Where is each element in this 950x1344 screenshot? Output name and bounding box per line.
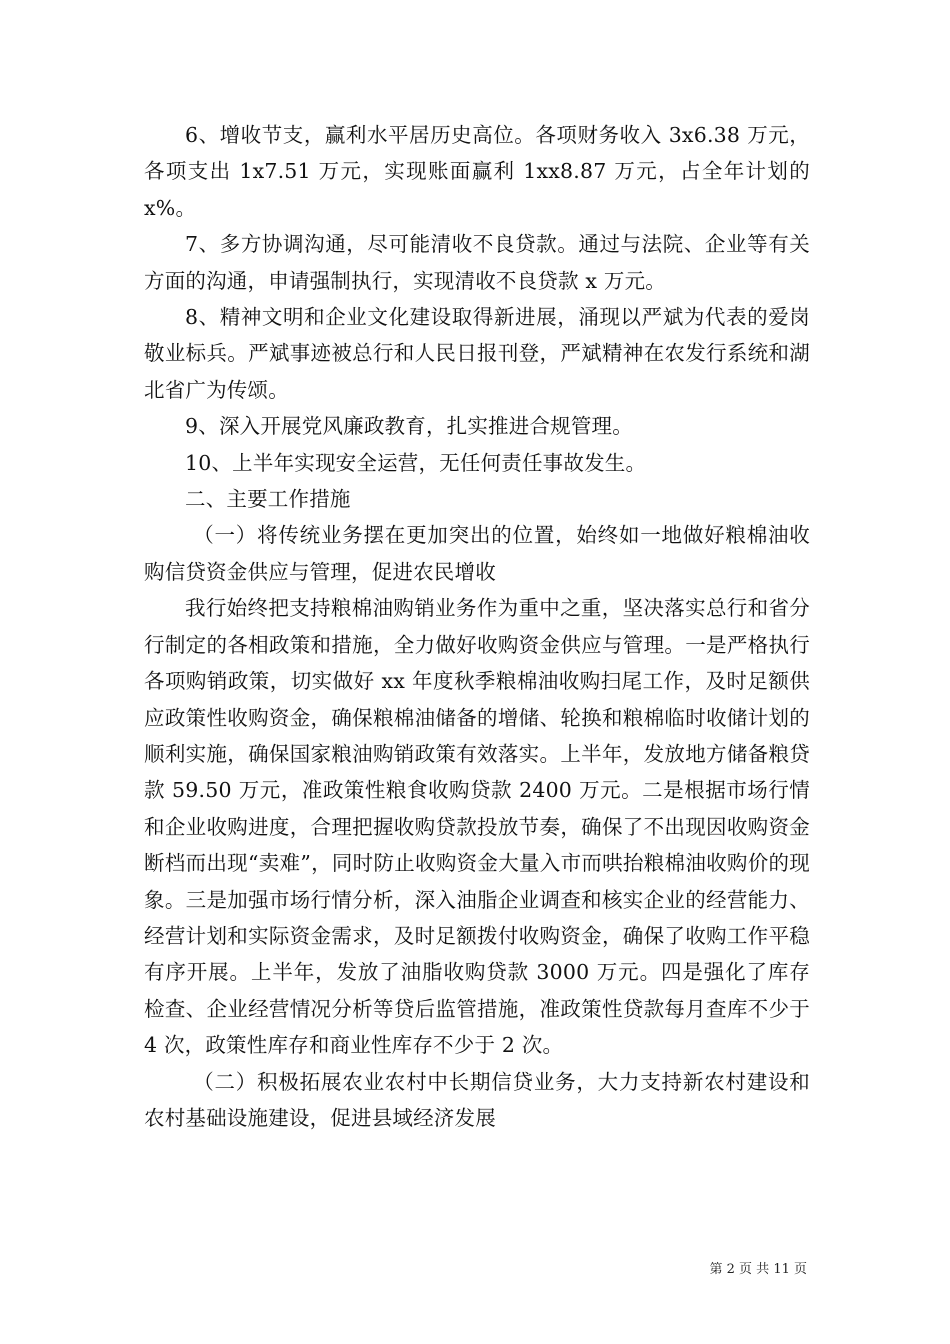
- paragraph-item-8: 8、精神文明和企业文化建设取得新进展，涌现以严斌为代表的爱岗敬业标兵。严斌事迹被总行和人民日报刊登，严斌精神在农发行系统和湖北省广为传颂。: [144, 305, 810, 402]
- body-paragraph-grain-credit: 我行始终把支持粮棉油购销业务作为重中之重，坚决落实总行和省分行制定的各相政策和措施，全力做好收购资金供应与管理。一是严格执行各项购销政策，切实做好 xx 年度秋季粮棉油收购扫尾工作，及时足额供应政策性收购资金，确保粮棉油储备的增储、轮换和粮棉临时收储计划的顺利实施，确保国家粮油购销政策有效落实。上半年，发放地方储备粮贷款 59.50 万元，准政策性粮食收购贷款 2400 万元。二是根据市场行情和企业收购进度，合理把握收购贷款投放节奏，确保了不出现因收购资金断档而出现“卖难”，同时防止收购资金大量入市而哄抬粮棉油收购价的现象。三是加强市场行情分析，深入油脂企业调查和核实企业的经营能力、经营计划和实际资金需求，及时足额拨付收购资金，确保了收购工作平稳有序开展。上半年，发放了油脂收购贷款 3000 万元。四是强化了库存检查、企业经营情况分析等贷后监管措施，准政策性贷款每月查库不少于 4 次，政策性库存和商业性库存不少于 2 次。: [144, 596, 810, 1058]
- paragraph-item-10: 10、上半年实现安全运营，无任何责任事故发生。: [185, 450, 647, 475]
- paragraph-item-6: 6、增收节支，赢利水平居历史高位。各项财务收入 3x6.38 万元，各项支出 1x7.51 万元，实现账面赢利 1xx8.87 万元，占全年计划的 x%。: [144, 123, 810, 220]
- subsection-heading-1: （一）将传统业务摆在更加突出的位置，始终如一地做好粮棉油收购信贷资金供应与管理，促进农民增收: [144, 523, 810, 584]
- paragraph-item-7: 7、多方协调沟通，尽可能清收不良贷款。通过与法院、企业等有关方面的沟通，申请强制执行，实现清收不良贷款 x 万元。: [144, 232, 810, 293]
- document-body: [144, 117, 810, 1136]
- subsection-heading-2: （二）积极拓展农业农村中长期信贷业务，大力支持新农村建设和农村基础设施建设，促进县域经济发展: [144, 1069, 810, 1130]
- page-number-footer: 第 2 页 共 11 页: [709, 1262, 807, 1277]
- paragraph-item-9: 9、深入开展党风廉政教育，扎实推进合规管理。: [185, 414, 633, 439]
- section-heading-measures: 二、主要工作措施: [185, 487, 351, 512]
